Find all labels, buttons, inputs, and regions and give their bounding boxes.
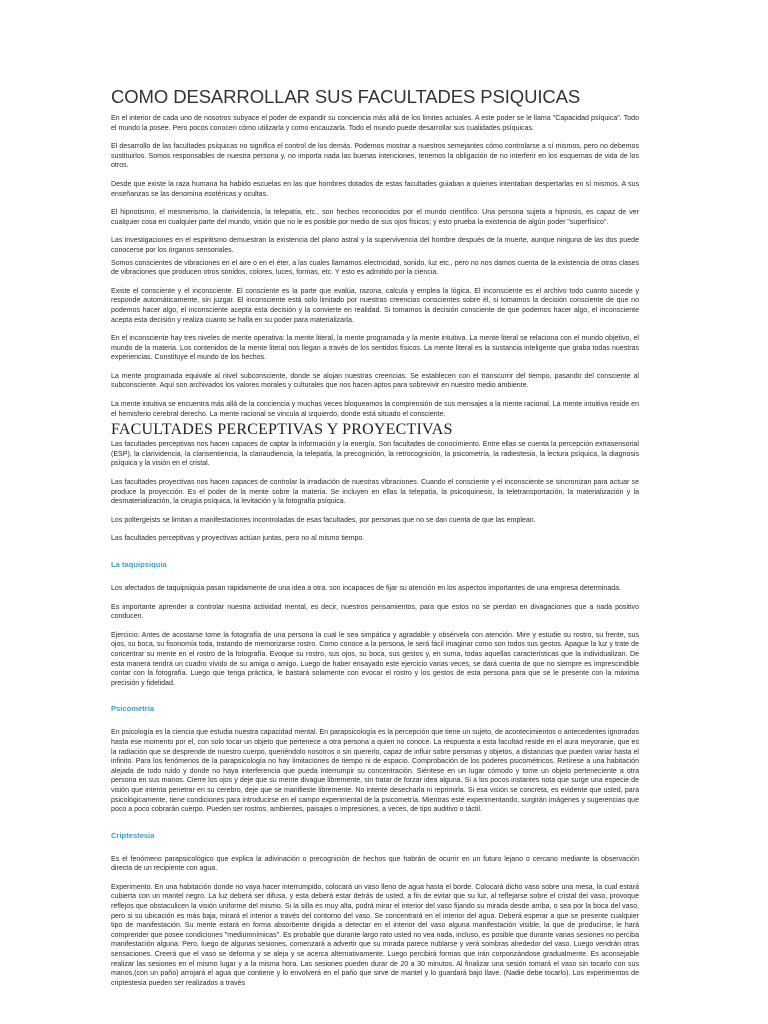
taquipsiquia-paragraph-3: Ejercicio: Antes de acostarse tome la fotografía de una persona la cual le sea simpática y agradable y obsérvela con atención. Mire y estudie su rostro, su frente, sus ojos, su boca, su fisonomía toda, tratando de memorizarse rostro. Como conoce a la persona, le será fácil imaginar como son todos sus gestos. Apague la luz y trate de concentrar su mente en el rostro de la fotografía. Evoque su rostro, sus ojos, su boca, sus gestos y, en suma, todas aquellas características que la individualizan. De esta manera tendrá un cuadro vívido de su amiga o amigo. Luego de haber ensayado este ejercicio varias veces, se dará cuenta de que no siempre es imprescindible contar con la fotografía. Luego que tenga práctica, le bastará solamente con evocar el rostro y los gestos de esta persona para que se le presente con la máxima precisión y fidelidad. [111, 631, 639, 687]
psicometria-paragraph-1: En psicología es la ciencia que estudia nuestra capacidad mental. En parapsicología es la percepción que tiene un sujeto, de acontecimientos o antecedentes ignorados hasta ese momento por el, con solo tocar un objeto que pertenece a otra persona a quien no conoce. La respuesta a esta facultad reside en el aura meyoranie, que es la radiación que se desprende de nuestro cuerpo, queriéndolo nosotros o sin quererlo, capaz de influir sobre personas y objetos, a distancias que pueden variar hasta el infinito. Para los fenómenos de la parapsicología no hay limitaciones de tiempo ni de espacio. Comprobación de los poderes psicométricos. Retírese a una habitación alejada de todo ruido y donde no haya interferencia que pueda interrumpir su concentración. Siéntese en un lugar cómodo y tome un objeto perteneciente a otra persona en sus manos. Cierre los ojos y deje que su mente divague libremente, sin tratar de forzar idea alguna. Si a los pocos instantes nota que surge una especie de visión que intenta penetrar en su cerebro, deje que se manifieste libremente. No intente desecharla ni reprimirla. Si esa visión se concreta, es evidente que usted, para psicológicamente, tiene condiciones para introducirse en el campo experimental de la psicometría. Mientras esté experimentando, surgirán imágenes y sugerencias que poco a poco cobrarán cuerpo. Pueden ser rostros, ambientes, paisajes o impresiones, a veces, de tipo auditivo o táctil. [111, 729, 639, 814]
intro-paragraph-8: En el inconsciente hay tres niveles de mente operativa: la mente literal, la mente programada y la mente intuitiva. La mente literal se relaciona con el mundo objetivo, el mundo de la materia. Los contenidos de la mente literal nos llegan a través de los sentidos físicos. La mente literal es la sustancia inteligente que graba todas nuestras experiencias. Constituye el mundo de los hechos. [111, 335, 639, 362]
intro-paragraph-4: El hipnotismo, el mesmerismo, la clarividencia, la telepatía, etc., son hechos reconocidos por el mundo científico. Una persona sujeta a hipnosis, es capaz de ver cualquier cosa en cualquier parte del mundo, visión que no le es posible por medio de sus ojos físicos; y esto prueba la existencia de algún poder "superfísico". [111, 209, 639, 226]
intro-paragraph-3: Desde que existe la raza humana ha habido escuelas en las que hombres dotados de estas facultades guiaban a quienes intentaban despertarlas en sí mismos. A sus enseñanzas se las denomina esotéricas y ocultas. [111, 180, 639, 198]
intro-paragraph-2: El desarrollo de las facultades psíquicas no significa el control de los demás. Podemos mostrar a nuestros semejantes cómo controlarse a sí mismos, pero no debemos sustituirlos. Somos responsables de nuestra persona y, no importa nada las buenas intenciones, tenemos la obligación de no interferir en los esquemas de vida de los otros. [111, 143, 639, 170]
section-paragraph-2: Las facultades proyectivas nos hacen capaces de controlar la irradiación de nuestras vibraciones. Cuando el consciente y el inconsciente se sincronizan para actuar se produce la proyección. Es el poder de la mente sobre la materia. Se incluyen en ellas la telepatía, la psicoquinesis, la teletransportación, la materialización y la desmaterialización, la cirugía psíquica, la levitación y la fotografía psíquica. [111, 479, 639, 506]
section-paragraph-1: Las facultades perceptivas nos hacen capaces de captar la información y la energía. Son facultades de conocimiento. Entre ellas se cuenta la percepción extrasensorial (ESP), la clarividencia, la clarisentiencia, la clariaudiencia, la telepatía, la precognición, la retrocognición, la psicometría, la radiestesia, la lectura psíquica, la diagnosis psíquica y la visión en el cristal. [111, 441, 639, 468]
taquipsiquia-paragraph-2: Es importante aprender a controlar nuestra actividad mental, es decir, nuestros pensamientos, para que estos no se pierdan en divagaciones que a nada positivo conducen. [111, 603, 639, 621]
criptestesia-paragraph-1: Es el fenómeno parapsicológico que explica la adivinación o precognición de hechos que habrán de ocurrir en un futuro lejano o cercano mediante la observación directa de un recipiente con agua. [111, 855, 639, 873]
subheading-psicometria: Psicometría [111, 704, 155, 714]
section-paragraph-3: Los poltergeists se limitan a manifestaciones incontroladas de esas facultades, por personas que no se dan cuenta de que las emplean. [111, 516, 536, 524]
intro-paragraph-10: La mente intuitiva se encuentra más allá de la conciencia y muchas veces bloqueamos la comprensión de sus mensajes a la mente racional. La mente intuitiva reside en el hemisferio cerebral derecho. La mente racional se vincula al izquierdo, donde está situado el consciente. [111, 401, 639, 418]
criptestesia-paragraph-2: Experimento. En una habitación donde no vaya hacer interrumpido, colocará un vaso lleno de agua hasta el borde. Colocará dicho vaso sobre una mesa, la cual estará cubierta con un mantel negro. La luz deberá ser difusa, y esta deberá estar detrás de usted, a fin de evitar que su luz, al reflejarse sobre el cristal del vaso, provoque reflejos que obstaculicen la visión uniforme del mismo. Si la silla es muy alta, podrá mirar el interior del vaso fijando su mirada desde arriba, o sea por la boca del vaso, pero si su ubicación es más baja, mirará el interior a través del contorno del vaso. Se concentrará en el interior del agua. Deberá esperar a que se presente cualquier tipo de manifestación. Su mente estará en forma absorbente dirigida a detectar en el interior del vaso alguna manifestación visible, la que de producirse, le hará comprender que posee condiciones "mediumnímicas". Es probable que durante largo rato usted no vea nada, incluso, es posible que durante varias sesiones no perciba manifestación alguna. Pero, luego de algunas sesiones, comenzará a advertir que su mirada parece nublarse y verá sombras alrededor del vaso. Luego vendrán otras sensaciones. Creerá que el vaso se deforma y se aleja y se acerca alternativamente. Luego percibirá formas que irán corporizándose gradualmente. Es aconsejable realizar las sesiones en el mismo lugar y a la misma hora. Las sesiones pueden durar de 20 a 30 minutos. Al finalizar una sesión tomará el vaso sin tocarlo con sus manos,(con un paño) arrojará el agua que contiene y lo envolverá en el paño que sirve de mantel y lo guardará bajo llave. (Nadie debe tocarlo). Los experimentos de criptestesia pueden ser realizados a través [111, 883, 639, 987]
document-content [111, 86, 639, 997]
subheading-taquipsiquia: La taquipsiquia [111, 560, 167, 569]
intro-paragraph-9: La mente programada equivale al nivel subconsciente, donde se alojan nuestras creencias. Se establecen con el transcurrir del tiempo, pasando del consciente al subconsciente. Aquí son archivados los valores morales y culturales que nos hacen aptos para sobrevivir en nuestro medio ambiente. [111, 372, 639, 390]
intro-paragraph-5: Las investigaciones en el espiritismo demuestran la existencia del plano astral y la supervivencia del hombre después de la muerte, aunque ninguna de las dos puede conocerse por los órganos sensoriales. [111, 237, 639, 254]
section-paragraph-4: Las facultades perceptivas y proyectivas actúan juntas, pero no al mismo tiempo. [111, 535, 365, 543]
section-title: FACULTADES PERCEPTIVAS Y PROYECTIVAS [111, 421, 453, 439]
taquipsiquia-paragraph-1: Los afectados de taquipsiquia pasan rapidamente de una idea a otra. son incapaces de fijar su atención en los aspectos importantes de una empresa determinada. [111, 585, 622, 592]
intro-paragraph-1: En el interior de cada uno de nosotros subyace el poder de expandir su conciencia más allá de los límites actuales. A este poder se le llama "Capacidad psíquica". Todo el mundo la posee. Pero pocos conocen cómo utilizarla y como encauzarla. Todo el mundo puede desarrollar sus cualidades psíquicas. [111, 115, 639, 132]
subheading-criptestesia: Criptestesia [111, 830, 155, 840]
intro-paragraph-6: Somos conscientes de vibraciones en el aire o en el éter, a las cuales llamamos electricidad, sonido, luz etc., pero no nos damos cuenta de la existencia de otras clases de vibraciones que producen otros sonidos, colores, luces, formas, etc. Y esto es admitido por la ciencia. [111, 259, 639, 277]
intro-paragraph-7: Existe el consciente y el inconsciente. El consciente es la parte que evalúa, razona, calcula y emplea la lógica. El inconsciente es el archivo todo cuanto sucede y responde automáticamente, sin juzgar. El inconsciente está solo limitado por nuestras creencias conscientes sobre él, si tomamos la decisión consciente de que no podemos hacer algo, el inconsciente acepta esta decisión y la convierte en realidad. Si tomamos la decisión consciente de que podemos hacer algo, el inconsciente acepta esta decisión y realiza cuanto se halla en su poder para materializarla. [111, 287, 639, 324]
document-title: COMO DESARROLLAR SUS FACULTADES PSIQUICAS [111, 86, 581, 107]
